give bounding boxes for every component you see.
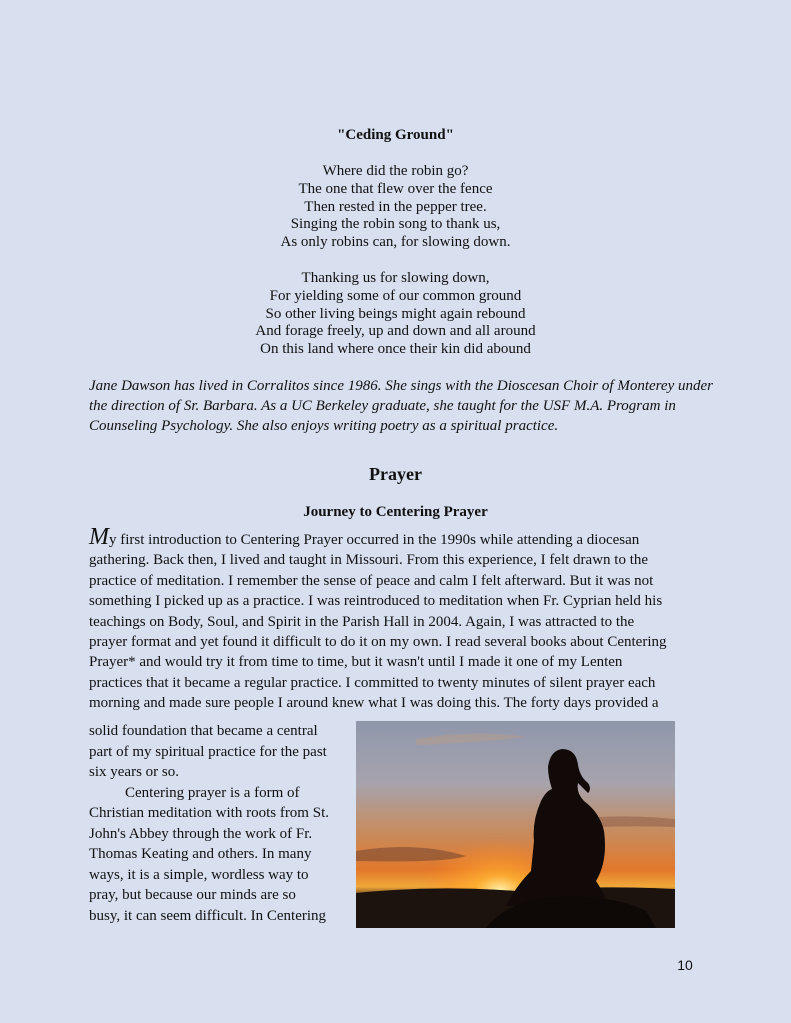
author-bio: Jane Dawson has lived in Corralitos since 1986. She sings with the Dioscesan Choir of Monterey under the direction of Sr. Barbara. As a UC Berkeley graduate, she taught for the USF M.A. Program in Counseling Psychology. She also enjoys writing poetry as a spiritual practice.	[89, 378, 713, 434]
body-line: part of my spiritual practice for the past	[89, 743, 327, 760]
poem-line: As only robins can, for slowing down.	[280, 234, 511, 251]
sunset-silhouette-photo	[356, 721, 675, 928]
body-line: six years or so.	[89, 764, 179, 780]
poem-line: On this land where once their kin did abound	[260, 341, 531, 358]
poem-line: For yielding some of our common ground	[269, 287, 522, 304]
body-line: something I picked up as a practice. I was reintroduced to meditation when Fr. Cyprian held his	[89, 593, 663, 610]
poem-line: So other living beings might again rebound	[265, 305, 526, 322]
body-line: prayer format and yet found it difficult to do it on my own. I read several books about Centering	[89, 634, 667, 651]
first-line-text: y first introduction to Centering Prayer occurred in the 1990s while attending a diocesan	[109, 532, 640, 548]
body-line-indented: Centering prayer is a form of	[125, 784, 300, 801]
poem-line: Thanking us for slowing down,	[301, 270, 490, 286]
drop-cap: M	[89, 524, 109, 550]
poem-line: The one that flew over the fence	[298, 180, 493, 197]
sunset-image	[356, 721, 675, 928]
body-line: morning and made sure people I around knew what I was doing this. The forty days provided a	[89, 695, 659, 712]
body-line: ways, it is a simple, wordless way to	[89, 866, 309, 883]
body-line: solid foundation that became a central	[89, 723, 318, 739]
body-line: gathering. Back then, I lived and taught in Missouri. From this experience, I felt drawn to the	[89, 552, 649, 569]
body-line: pray, but because our minds are so	[89, 887, 296, 903]
article-first-line	[89, 524, 709, 550]
article-body	[89, 524, 709, 714]
poem-line: Where did the robin go?	[322, 163, 469, 179]
article-title: Journey to Centering Prayer	[303, 504, 488, 520]
body-line: John's Abbey through the work of Fr.	[89, 825, 313, 842]
body-line: teachings on Body, Soul, and Spirit in the Parish Hall in 2004. Again, I was attracted to the	[89, 613, 635, 630]
article-body-narrow	[89, 721, 351, 926]
body-line: practice of meditation. I remember the sense of peace and calm I felt afterward. But it was not	[89, 572, 654, 589]
body-line: practices that it became a regular practice. I committed to twenty minutes of silent prayer each	[89, 674, 656, 691]
section-title: Prayer	[369, 464, 422, 484]
body-line: Prayer* and would try it from time to time, but it wasn't until I made it one of my Lenten	[89, 654, 623, 671]
poem-stanza-1	[0, 163, 791, 252]
poem-stanza-2	[0, 270, 791, 359]
poem-line: Then rested in the pepper tree.	[304, 198, 487, 215]
body-line: Christian meditation with roots from St.	[89, 805, 329, 821]
body-line: busy, it can seem difficult. In Centering	[89, 907, 327, 924]
body-line: Thomas Keating and others. In many	[89, 846, 312, 862]
poem-line: And forage freely, up and down and all around	[255, 323, 536, 340]
poem-line: Singing the robin song to thank us,	[290, 216, 501, 233]
poem-title: "Ceding Ground"	[337, 127, 454, 143]
page-number: 10	[677, 957, 693, 973]
